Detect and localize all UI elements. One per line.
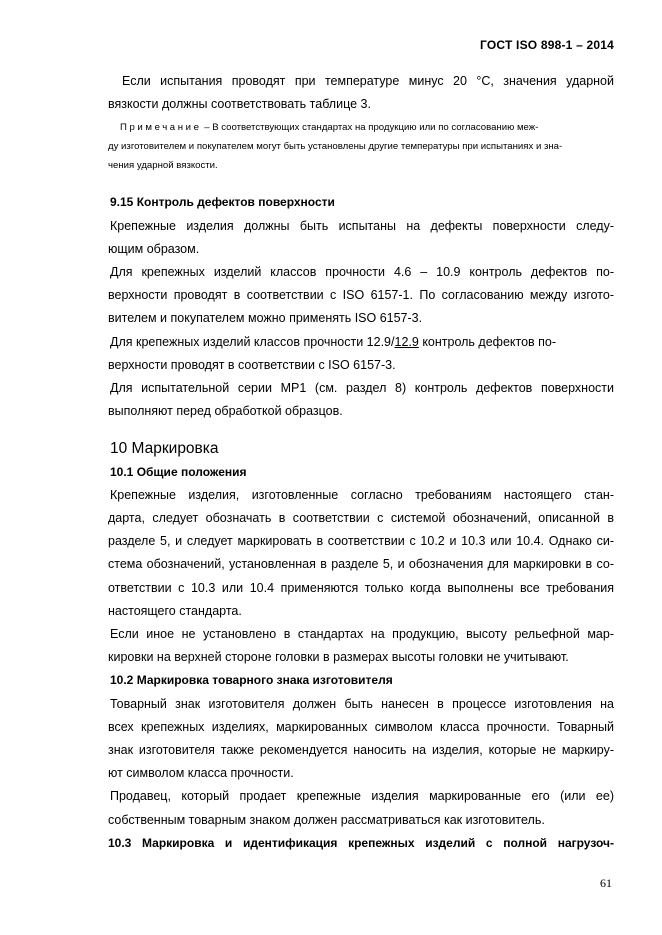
section-title: 10.1 Общие положения	[110, 464, 247, 479]
note-line: чения ударной вязкости.	[108, 160, 218, 172]
text-line: Для крепежных изделий классов прочности 4.6 – 10.9 контроль дефектов по-	[110, 265, 614, 280]
note-block	[108, 118, 614, 175]
text-line: Если иное не установлено в стандартах на продукцию, высоту рельефной мар-	[110, 627, 614, 642]
text-line: дарта, следует обозначать в соответствии с системой обозначений, описанной в	[108, 511, 614, 526]
section-heading: 10 Маркировка	[110, 440, 219, 458]
text-line	[108, 331, 614, 354]
text-line: настоящего стандарта.	[108, 603, 242, 618]
section-10-3	[108, 832, 614, 855]
text-line: ющим образом.	[108, 241, 200, 256]
underlined-text: 12.9	[394, 334, 419, 349]
text-line: кировки на верхней стороне головки в размерах высоты головки не учитывают.	[108, 650, 569, 665]
note-line: ду изготовителем и покупателем могут быть установлены другие температуры при испытаниях и зна-	[108, 141, 563, 153]
page-number: 61	[600, 876, 612, 890]
text-segment: Для крепежных изделий классов прочности 12.9/	[110, 334, 395, 349]
section-9-15	[108, 191, 614, 423]
section-title: 9.15 Контроль дефектов поверхности	[110, 195, 335, 210]
note-line	[108, 118, 614, 137]
section-10	[108, 437, 614, 460]
text-line: верхности проводят в соответствии с ISO 6157-3.	[108, 357, 396, 372]
note-text: – В соответствующих стандартах на продукцию или по согласованию меж-	[201, 122, 539, 134]
text-line: ют символом класса прочности.	[108, 766, 294, 781]
text-line: всех крепежных изделиях, маркированных символом класса прочности. Товарный	[108, 719, 614, 734]
note-label: Примечание	[120, 122, 202, 134]
text-line: Крепежные изделия должны быть испытаны на дефекты поверхности следу-	[110, 218, 614, 233]
text-line: стема обозначений, установленная в разделе 5, и обозначения для маркировки в со-	[108, 557, 614, 572]
text-line: Если испытания проводят при температуре минус 20 °С, значения ударной	[122, 74, 614, 88]
section-title: 10.3 Маркировка и идентификация крепежных изделий с полной нагрузоч-	[108, 835, 614, 850]
section-10-2	[108, 669, 614, 831]
page-content	[108, 70, 614, 855]
paragraph-impact-test	[108, 70, 614, 116]
text-line: верхности проводят в соответствии с ISO 6157-1. По согласованию между изгото-	[108, 288, 614, 303]
text-line: Для испытательной серии МР1 (см. раздел 8) контроль дефектов поверхности	[110, 381, 614, 396]
text-line: собственным товарным знаком должен рассматриваться как изготовитель.	[108, 812, 545, 827]
text-line: знак изготовителя также рекомендуется наносить на изделия, которые не маркиру-	[108, 743, 614, 758]
text-line: Продавец, который продает крепежные изделия маркированные его (или ее)	[110, 789, 614, 804]
text-line: разделе 5, и следует маркировать в соответствии с 10.2 и 10.3 или 10.4. Однако си-	[108, 534, 614, 549]
text-line: Товарный знак изготовителя должен быть нанесен в процессе изготовления на	[110, 696, 614, 711]
section-10-1	[108, 461, 614, 670]
text-line: выполняют перед обработкой образцов.	[108, 404, 343, 419]
document-header: ГОСТ ISO 898-1 – 2014	[480, 38, 614, 52]
section-title: 10.2 Маркировка товарного знака изготовителя	[110, 673, 393, 688]
text-line: ответствии с 10.3 или 10.4 применяются только когда выполнены все требования	[108, 580, 614, 595]
text-line: Крепежные изделия, изготовленные согласно требованиям настоящего стан-	[110, 487, 614, 502]
text-line: вязкости должны соответствовать таблице 3.	[108, 97, 371, 112]
text-line: вителем и покупателем можно применять ISO 6157-3.	[108, 311, 423, 326]
text-segment: контроль дефектов по-	[418, 334, 557, 349]
